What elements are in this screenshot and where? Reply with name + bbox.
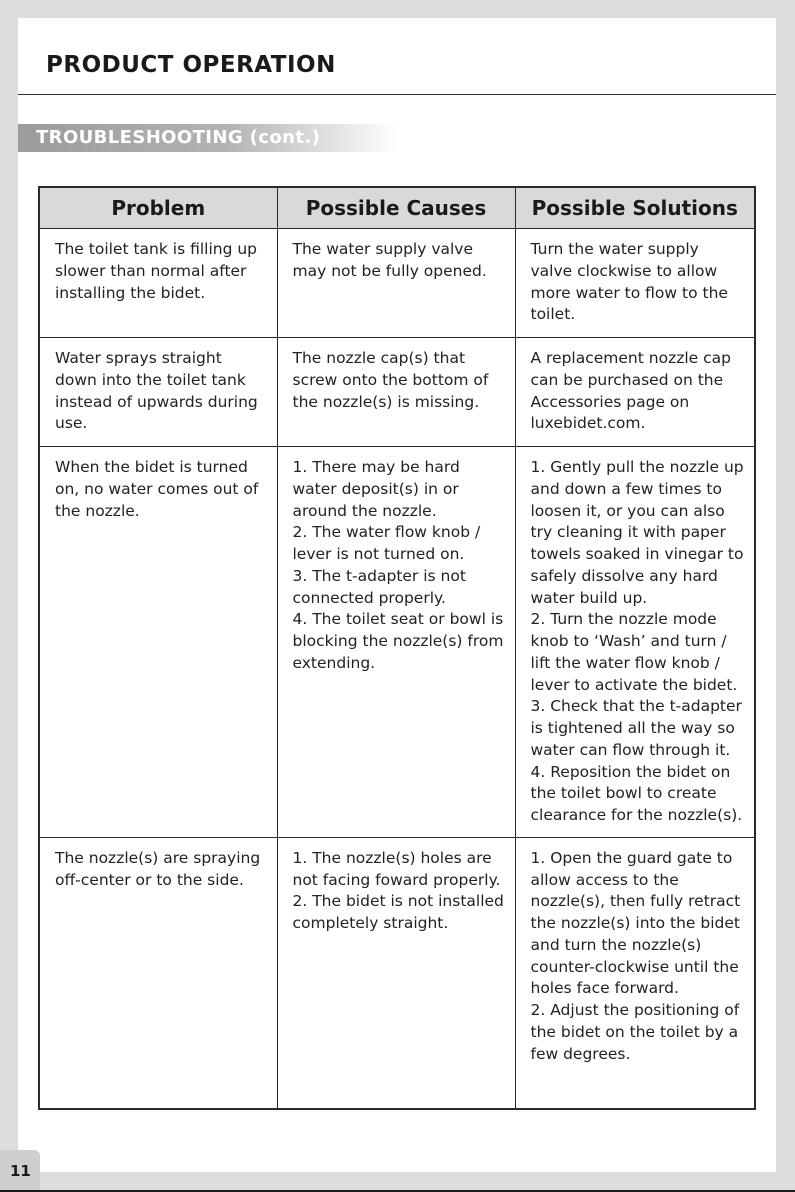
table-header-row xyxy=(39,187,755,229)
causes-cell: 1. There may be hard water deposit(s) in or around the nozzle. 2. The water flow knob / lever is not turned on. 3. The t-adapter is not connected properly. 4. The toilet seat or bowl is blocking the nozzle(s) from extending. xyxy=(277,447,515,838)
table-row xyxy=(39,447,755,838)
solutions-cell: 1. Open the guard gate to allow access to the nozzle(s), then fully retract the nozzle(s) into the bidet and turn the nozzle(s) counter-clockwise until the holes face forward. 2. Adjust the positioning of the bidet on the toilet by a few degrees. xyxy=(515,837,755,1109)
causes-cell: 1. The nozzle(s) holes are not facing foward properly. 2. The bidet is not installed completely straight. xyxy=(277,837,515,1109)
table-row xyxy=(39,338,755,447)
solutions-cell: A replacement nozzle cap can be purchased on the Accessories page on luxebidet.com. xyxy=(515,338,755,447)
causes-cell: The water supply valve may not be fully opened. xyxy=(277,229,515,338)
problem-cell: Water sprays straight down into the toilet tank instead of upwards during use. xyxy=(39,338,277,447)
manual-page xyxy=(18,18,776,1172)
section-banner xyxy=(18,124,398,152)
column-header-solutions: Possible Solutions xyxy=(515,187,755,229)
problem-cell: The toilet tank is filling up slower than normal after installing the bidet. xyxy=(39,229,277,338)
problem-cell: The nozzle(s) are spraying off-center or to the side. xyxy=(39,837,277,1109)
solutions-cell: Turn the water supply valve clockwise to allow more water to flow to the toilet. xyxy=(515,229,755,338)
section-title: TROUBLESHOOTING (cont.) xyxy=(36,127,321,148)
page-number: 11 xyxy=(10,1162,31,1180)
table-row xyxy=(39,837,755,1109)
page-number-tab xyxy=(0,1150,40,1192)
problem-cell: When the bidet is turned on, no water comes out of the nozzle. xyxy=(39,447,277,838)
solutions-cell: 1. Gently pull the nozzle up and down a few times to loosen it, or you can also try cleaning it with paper towels soaked in vinegar to safely dissolve any hard water build up. 2. Turn the nozzle mode knob to ‘Wash’ and turn / lift the water flow knob / lever to activate the bidet. 3. Check that the t-adapter is tightened all the way so water can flow through it. 4. Reposition the bidet on the toilet bowl to create clearance for the nozzle(s). xyxy=(515,447,755,838)
column-header-problem: Problem xyxy=(39,187,277,229)
troubleshooting-table xyxy=(38,186,756,1110)
page-title: PRODUCT OPERATION xyxy=(46,52,336,78)
column-header-causes: Possible Causes xyxy=(277,187,515,229)
table-row xyxy=(39,229,755,338)
header-divider xyxy=(18,94,776,95)
causes-cell: The nozzle cap(s) that screw onto the bottom of the nozzle(s) is missing. xyxy=(277,338,515,447)
